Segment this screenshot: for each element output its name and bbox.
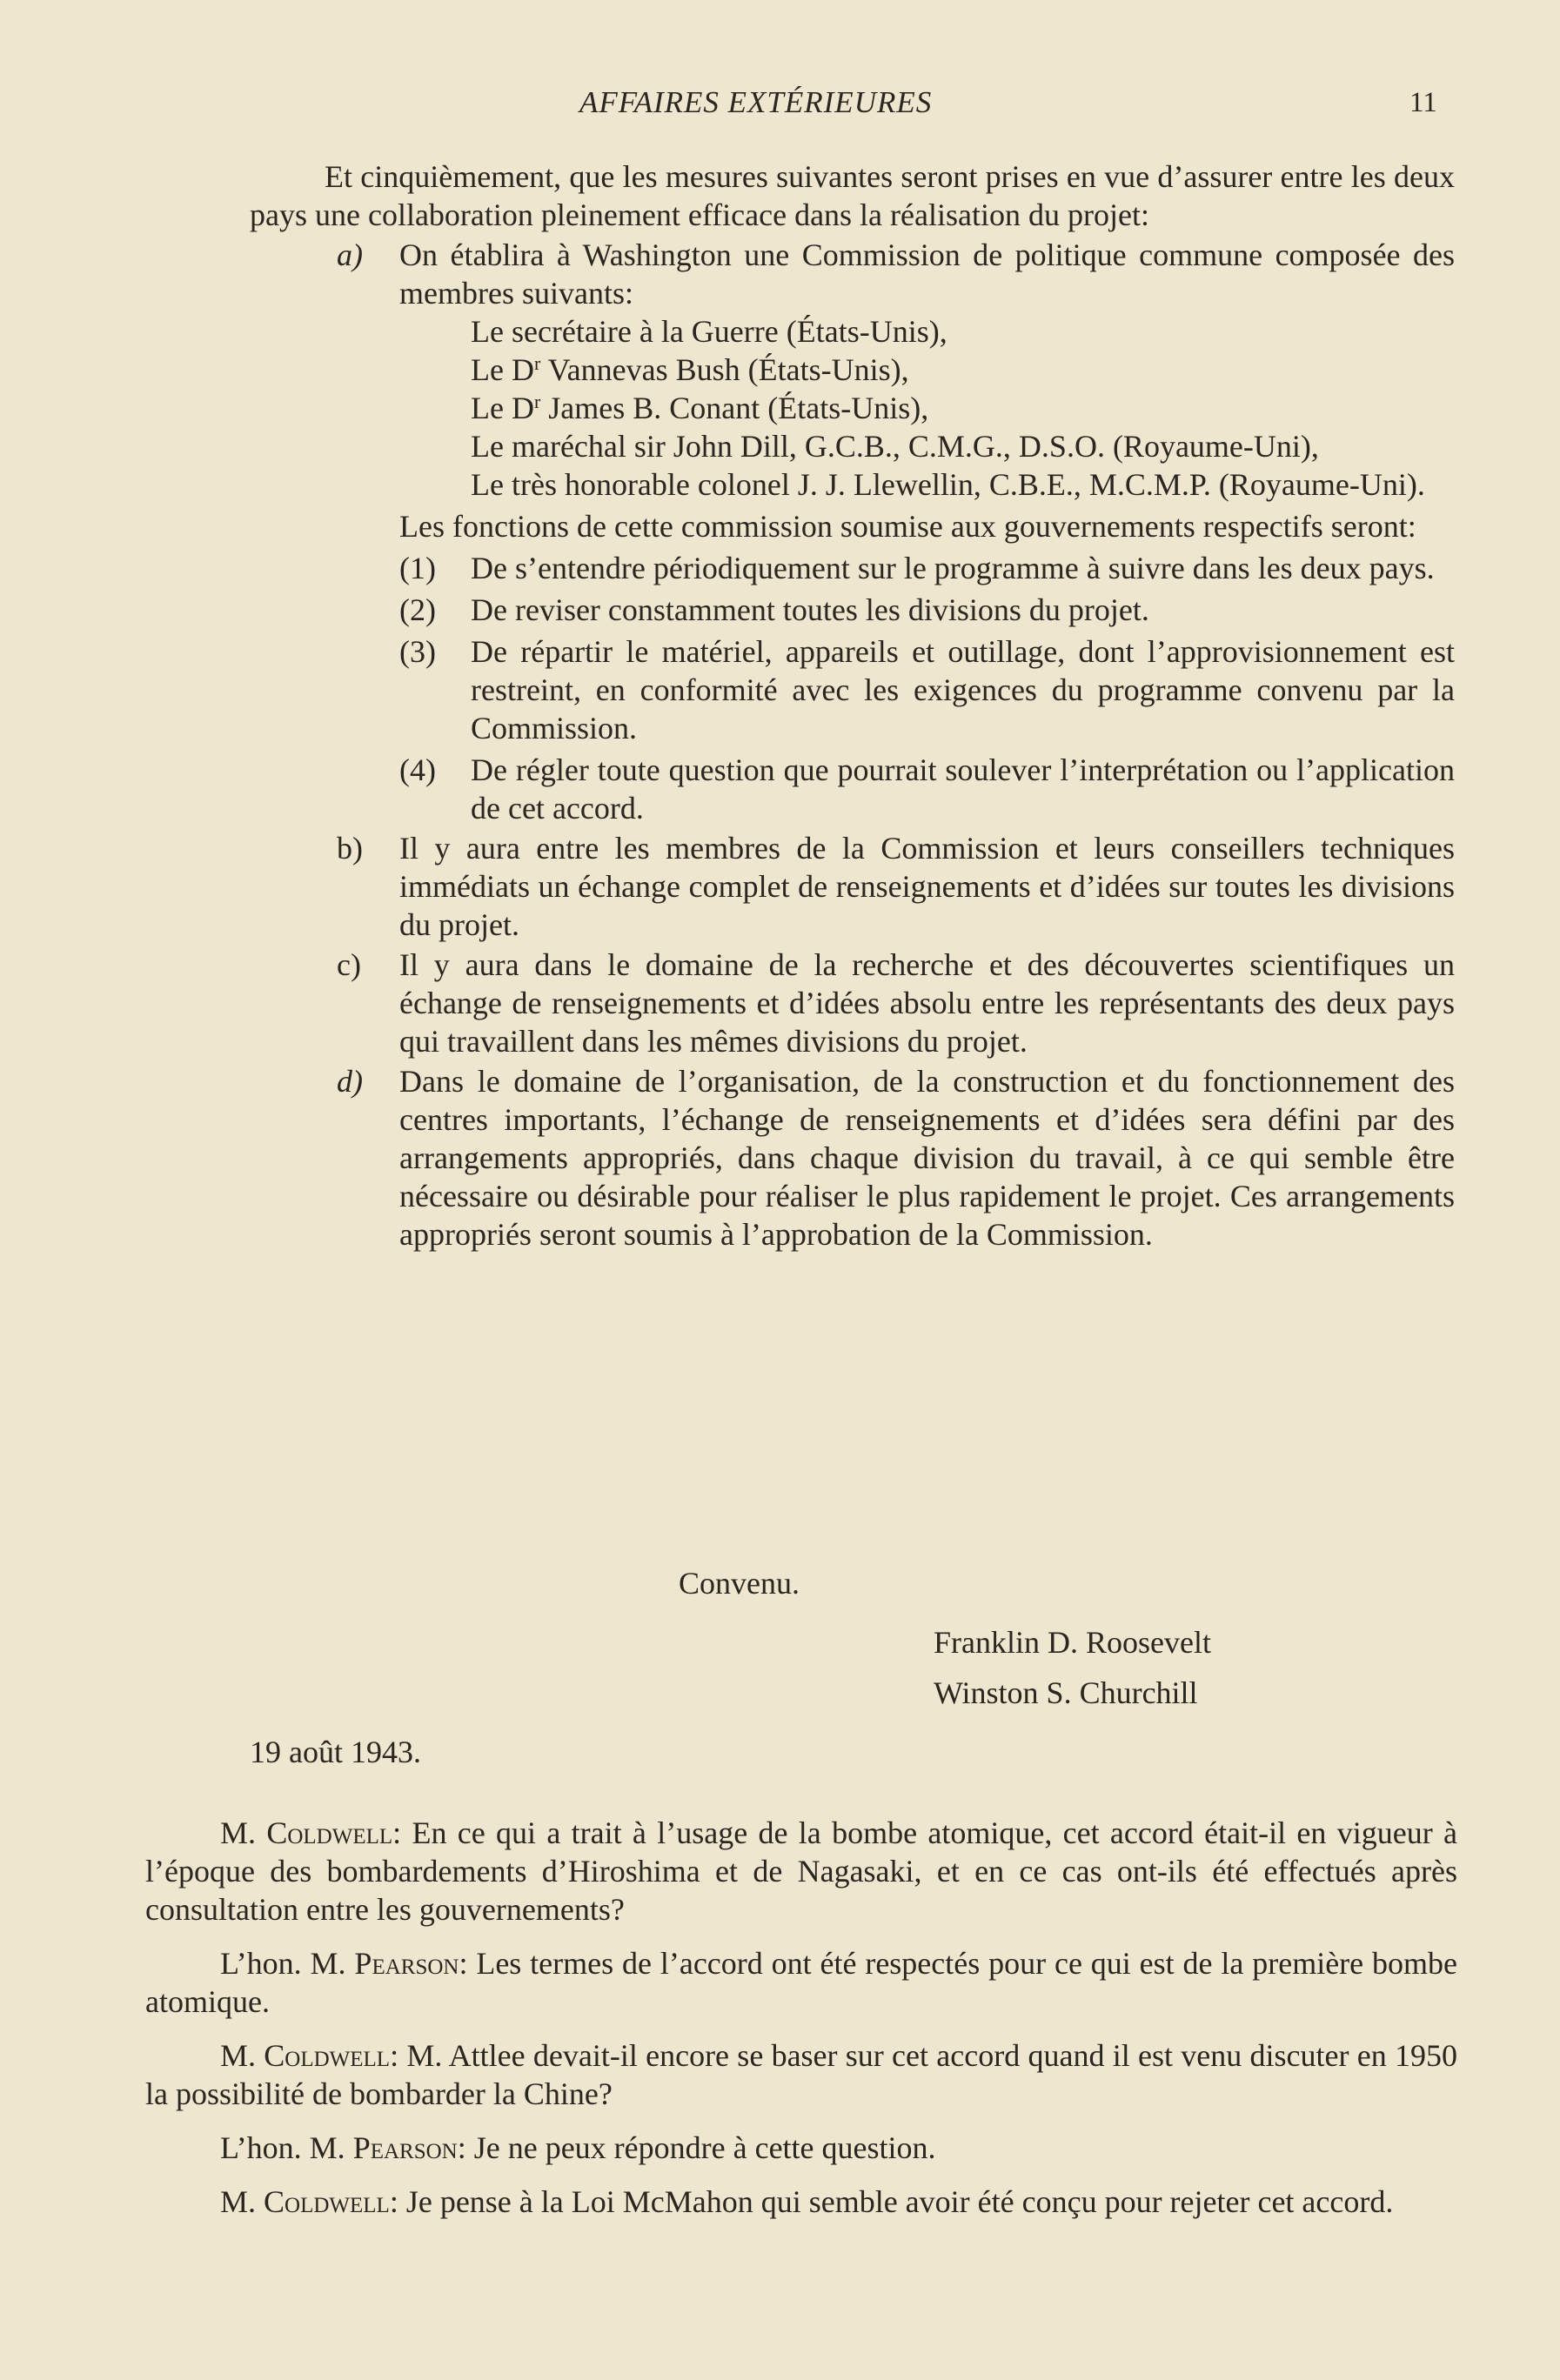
doctor-prefix: Le D <box>471 391 534 425</box>
dialog-text: : Je pense à la Loi McMahon qui semble avoir été conçu pour rejeter cet accord. <box>389 2184 1394 2219</box>
speaker-prefix: L’hon. M. <box>220 2130 353 2165</box>
item-c-label: c) <box>337 947 361 982</box>
header-title: AFFAIRES EXTÉRIEURES <box>579 85 933 119</box>
item-d <box>250 1062 1455 1254</box>
member-2 <box>471 351 1455 389</box>
dialog-text: : M. Attlee devait-il encore se baser sur cet accord quand il est venu discuter en 1950 la possibilité de bombarder la Chine? <box>145 2038 1457 2111</box>
item-a-label: a) <box>337 237 363 272</box>
speaker-prefix: M. <box>220 2184 264 2219</box>
intro-paragraph: Et cinquièmement, que les mesures suivantes seront prises en vue d’assurer entre les deux pays une collaboration pleinement efficace dans la réalisation du projet: <box>250 159 1455 232</box>
function-1 <box>250 549 1455 587</box>
dialog-entry-2 <box>145 1944 1457 2021</box>
speaker-prefix: L’hon. M. <box>220 1946 355 1981</box>
dialog-text: : En ce qui a trait à l’usage de la bombe atomique, cet accord était-il en vigueur à l’époque des bombardements d’Hiroshima et de Nagasaki, et en ce cas ont-ils été effectués après consultation entre les gouvernements? <box>145 1815 1457 1927</box>
function-2 <box>250 591 1455 629</box>
agreement-text <box>250 157 1455 1254</box>
function-4-text: De régler toute question que pourrait soulever l’interprétation ou l’application de cet accord. <box>471 752 1455 826</box>
speaker-prefix: M. <box>220 1815 267 1850</box>
function-1-text: De s’entendre périodiquement sur le programme à suivre dans les deux pays. <box>471 551 1435 585</box>
dialog-entry-3 <box>145 2036 1457 2113</box>
committee-dialog <box>145 1814 1457 2236</box>
function-3-label: (3) <box>399 634 436 669</box>
item-b-text: Il y aura entre les membres de la Commission et leurs conseillers techniques immédiats un échange complet de renseignements et d’idées sur toutes les divisions du projet. <box>399 831 1455 942</box>
function-2-text: De reviser constamment toutes les divisions du projet. <box>471 592 1149 627</box>
function-2-label: (2) <box>399 592 436 627</box>
member-4: Le maréchal sir John Dill, G.C.B., C.M.G., D.S.O. (Royaume-Uni), <box>471 429 1319 464</box>
function-4 <box>250 751 1455 827</box>
dialog-text: : Les termes de l’accord ont été respectés pour ce qui est de la première bombe atomique. <box>145 1946 1457 2019</box>
doctor-sup: r <box>533 391 541 412</box>
dialog-entry-1 <box>145 1814 1457 1929</box>
function-3-text: De répartir le matériel, appareils et outillage, dont l’approvisionnement est restreint, en conformité avec les exigences du programme convenu par la Commission. <box>471 634 1455 745</box>
member-3 <box>471 389 1455 427</box>
speaker-name: Pearson <box>352 2130 458 2165</box>
member-1: Le secrétaire à la Guerre (États-Unis), <box>471 314 947 349</box>
signature-roosevelt: Franklin D. Roosevelt <box>934 1625 1211 1660</box>
functions-intro: Les fonctions de cette commission soumise aux gouvernements respectifs seront: <box>399 509 1416 544</box>
function-1-label: (1) <box>399 551 436 585</box>
item-c-text: Il y aura dans le domaine de la recherche et des découvertes scientifiques un échange de renseignements et d’idées absolu entre les représentants des deux pays qui travaillent dans les mêmes divisions du projet. <box>399 947 1455 1059</box>
item-b-label: b) <box>337 831 363 866</box>
signature-churchill: Winston S. Churchill <box>934 1675 1198 1710</box>
speaker-name: Coldwell <box>266 1815 393 1850</box>
commission-members <box>250 312 1455 504</box>
member-2-name: Vannevas Bush (États-Unis), <box>547 352 909 387</box>
agreement-date: 19 août 1943. <box>250 1735 421 1769</box>
page-number: 11 <box>1409 87 1437 118</box>
agreed-line: Convenu. <box>679 1566 800 1601</box>
speaker-name: Pearson <box>354 1946 459 1981</box>
dialog-entry-4 <box>145 2129 1457 2167</box>
doctor-sup: r <box>533 352 541 374</box>
member-3-name: James B. Conant (États-Unis), <box>548 391 929 425</box>
speaker-name: Coldwell <box>264 2038 391 2073</box>
item-b <box>250 829 1455 944</box>
function-4-label: (4) <box>399 752 436 787</box>
doctor-prefix: Le D <box>471 352 534 387</box>
speaker-name: Coldwell <box>264 2184 390 2219</box>
dialog-text: : Je ne peux répondre à cette question. <box>457 2130 936 2165</box>
item-a <box>250 236 1455 312</box>
dialog-entry-5 <box>145 2183 1457 2221</box>
speaker-prefix: M. <box>220 2038 264 2073</box>
item-c <box>250 946 1455 1060</box>
function-3 <box>250 632 1455 747</box>
item-a-text: On établira à Washington une Commission de politique commune composée des membres suivants: <box>399 237 1455 311</box>
item-d-text: Dans le domaine de l’organisation, de la construction et du fonctionnement des centres importants, l’échange de renseignements et d’idées sera défini par des arrangements appropriés, dans chaque division du travail, à ce qui semble être nécessaire ou désirable pour réaliser le plus rapidement le projet. Ces arrangements appropriés seront soumis à l’approbation de la Commission. <box>399 1064 1455 1252</box>
member-5: Le très honorable colonel J. J. Llewellin, C.B.E., M.C.M.P. (Royaume-Uni). <box>471 467 1425 502</box>
item-d-label: d) <box>337 1064 363 1099</box>
running-header <box>0 84 1560 124</box>
